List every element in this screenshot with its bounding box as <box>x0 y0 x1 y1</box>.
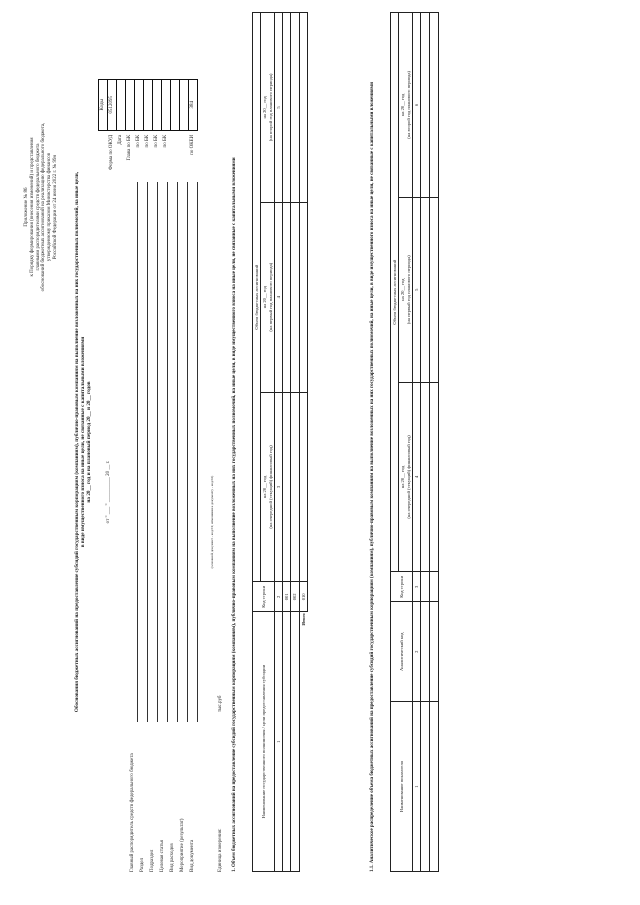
unit-value: тыс.руб <box>218 695 223 712</box>
code-value <box>162 79 171 130</box>
field-note: (основной документ - код 01; изменения к документу - код 02) <box>210 475 214 569</box>
appendix-line: к Порядку формирования (внесения изменений) и представления <box>29 137 35 277</box>
unit-label: Единица измерения: <box>218 828 223 872</box>
code-label: по БК <box>145 134 151 148</box>
col-number: 2 <box>412 602 420 702</box>
total-label: Итого <box>299 612 307 872</box>
col-number: 3 <box>412 572 420 602</box>
col-header-name: Наименование государственного полномочия / цели предоставления субсидии <box>253 612 275 872</box>
col-header-year: на 20__ год (на первый год планового периода) <box>399 197 413 382</box>
field-label: Подраздел <box>150 849 155 872</box>
col-header-name: Наименование показателя <box>391 702 413 872</box>
col-number: 1 <box>412 702 420 872</box>
code-value: 384 <box>189 79 198 130</box>
codes-table <box>98 79 198 172</box>
code-label: по БК <box>136 134 142 148</box>
appendix-line: обоснований бюджетных ассигнований на реализацию федерального бюджета, <box>41 122 47 292</box>
code-label: по БК <box>163 134 169 148</box>
code-label: по БК <box>154 134 160 148</box>
col-number: 2 <box>274 582 282 612</box>
column-numbers-row <box>274 13 282 872</box>
column-numbers-row <box>412 13 420 872</box>
code-value <box>126 79 135 130</box>
field-label: Целевая статья <box>160 840 165 872</box>
table-row <box>283 13 291 872</box>
table-row <box>421 13 430 872</box>
appendix-number: Приложение № 86 <box>24 187 29 227</box>
row-code: 001 <box>283 582 291 612</box>
code-value <box>171 79 180 130</box>
document-title <box>75 12 93 872</box>
title-line: в виде имущественного взноса на иные цели, не связанные с капитальными вложениями <box>79 336 86 548</box>
col-header-year: на 20__ год (на второй год планового периода) <box>261 13 275 203</box>
col-header-code: Код строки <box>391 572 413 602</box>
col-number: 1 <box>274 612 282 872</box>
row-code: 002 <box>291 582 299 612</box>
code-value <box>117 79 126 130</box>
table-row <box>291 13 299 872</box>
code-value <box>153 79 162 130</box>
code-value <box>144 79 153 130</box>
section11-table <box>390 12 439 872</box>
col-header-year: на 20__ год (на второй год планового периода) <box>399 13 413 198</box>
code-label: Дата <box>118 134 124 145</box>
field-label: Раздел <box>140 857 145 872</box>
code-value <box>135 79 144 130</box>
field-label: Мероприятие (результат) <box>180 818 185 872</box>
section1-table <box>252 12 308 872</box>
codes-header: Коды <box>99 79 108 130</box>
field-underline <box>137 182 138 722</box>
col-header-code: Код строки <box>253 582 275 612</box>
col-header-year: на 20__ год (на первый год планового периода) <box>261 202 275 392</box>
field-label: Вид расходов <box>170 843 175 872</box>
table-row <box>430 13 439 872</box>
document-page <box>20 12 620 892</box>
col-header-volume: Объем бюджетных ассигнований <box>391 13 399 572</box>
section1-heading: 1. Объем бюджетных ассигнований на предоставление субсидий государственным корпорациям (компаниям), публично-правовым компаниям на выполнение возложенных на них государственных полномочий, на иные цели, в виде имущественного взноса на иные цели, не связанные с капитальными вложениями <box>232 157 237 872</box>
title-line: Обоснования бюджетных ассигнований на предоставление субсидий государственным корпорациям (компаниям), публично-правовым компаниям на выполнение возложенных на них государственных полномочий, на иные цели, <box>74 171 80 713</box>
col-header-analytic: Аналитический код <box>391 602 413 702</box>
field-label: Главный распорядитель средств федерального бюджета <box>130 753 135 872</box>
col-number: 4 <box>274 202 282 392</box>
field-underline <box>157 182 158 722</box>
field-underline <box>167 182 168 722</box>
field-underline <box>177 182 178 722</box>
field-label: Вид документа <box>190 839 195 872</box>
col-header-volume: Объем бюджетных ассигнований <box>253 13 261 582</box>
code-label: Форма по ОКУД <box>109 134 115 170</box>
field-underline <box>147 182 148 722</box>
total-row <box>299 13 307 872</box>
document-date: от " ___ " __________ 20 __ г. <box>106 460 111 524</box>
code-label: Глава по БК <box>127 134 133 161</box>
col-number: 6 <box>412 13 420 198</box>
col-number: 5 <box>274 13 282 203</box>
col-number: 4 <box>412 382 420 572</box>
code-value: 0512095 <box>108 79 117 130</box>
code-label: по ОКЕИ <box>190 134 196 155</box>
section11-heading: 1.1. Аналитическое распределение объема бюджетных ассигнований на предоставление субсидий государственным корпорациям (компаниям), публично-правовым компаниям на выполнение возложенных на них государственных полномочий, на иные цели, в виде имущественного взноса на иные цели, не связанные с капитальными вложениями <box>370 82 375 872</box>
code-value <box>180 79 189 130</box>
field-underline <box>187 182 188 722</box>
col-header-year: на 20__ год (на очередной (текущий) финансовый год) <box>261 392 275 582</box>
title-line: на 20__ год и на плановый период 20__ и 20__ годов <box>85 381 92 503</box>
col-number: 5 <box>412 197 420 382</box>
code-label <box>171 130 180 172</box>
col-number: 3 <box>274 392 282 582</box>
code-label <box>180 130 189 172</box>
col-header-year: на 20__ год (на очередной (текущий) финансовый год) <box>399 382 413 572</box>
appendix-line: утвержденному приказом Министерства финансов <box>47 152 52 262</box>
field-underline <box>197 182 198 722</box>
appendix-line: Российской Федерации от 24 июня 2022 г. № 99н <box>52 154 58 260</box>
appendix-block <box>24 82 59 332</box>
total-code: 010 <box>299 582 307 612</box>
appendix-line: главными распорядителями средств федерального бюджета <box>35 143 41 271</box>
